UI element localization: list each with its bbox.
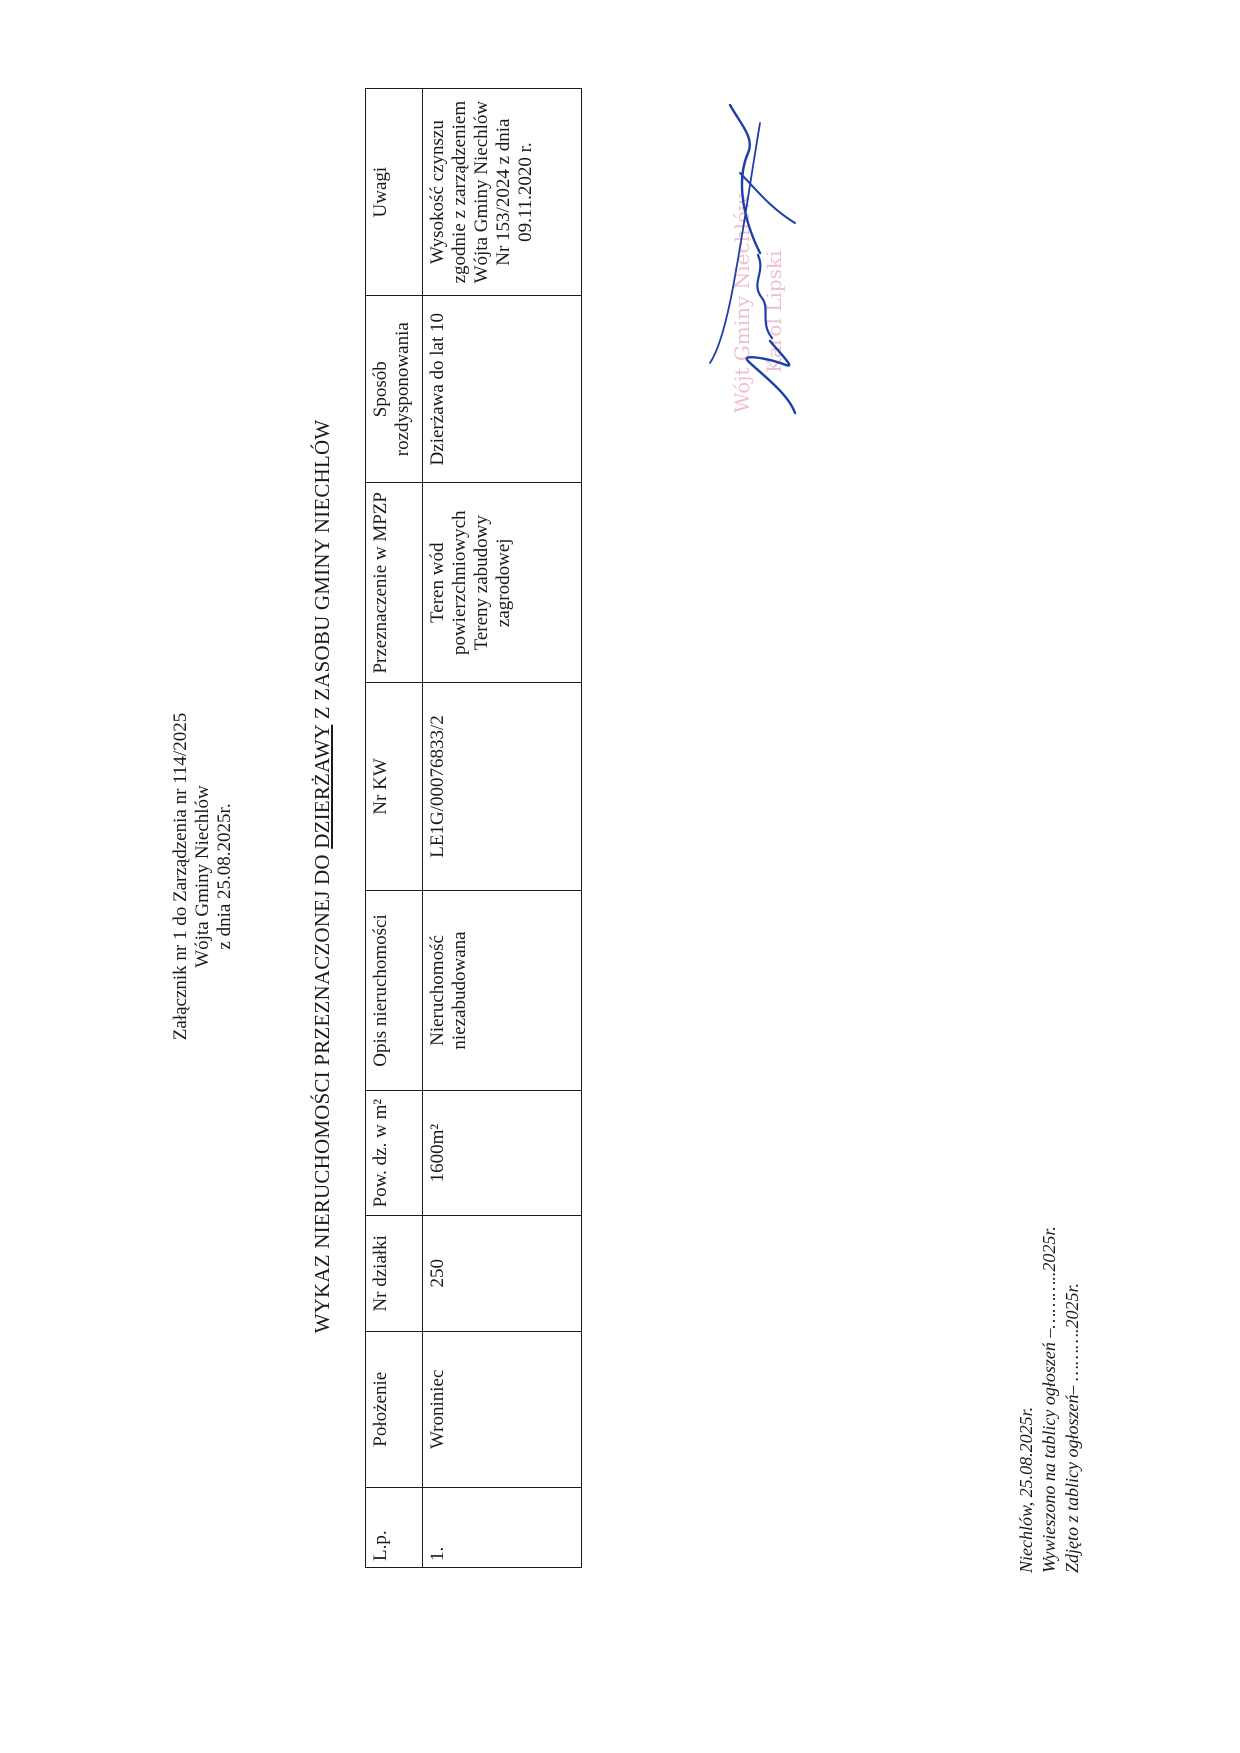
title-part-1: WYKAZ NIERUCHOMOŚCI PRZEZNACZONEJ DO (310, 848, 334, 1334)
header-line-3: z dnia 25.08.2025r. (214, 803, 235, 950)
header-polozenie: Położenie (366, 1331, 423, 1487)
header-opis: Opis nieruchomości (366, 890, 423, 1091)
header-przeznaczenie: Przeznaczenie w MPZP (366, 483, 423, 683)
title-part-2: Z ZASOBU GMINY NIECHLÓW (310, 419, 334, 725)
footer-removed: Zdjęto z tablicy ogłoszeń– ……….2025r. (1062, 1282, 1082, 1573)
header-nr-kw: Nr KW (366, 683, 423, 890)
document-title (310, 0, 335, 1753)
cell-sposob: Dzierżawa do lat 10 (423, 296, 582, 483)
stamp-line-2: Karol Lipski (762, 250, 786, 373)
attachment-header (170, 0, 236, 1753)
table-header-row (366, 89, 423, 1568)
cell-lp: 1. (423, 1487, 582, 1567)
posting-notes (1015, 1226, 1084, 1573)
cell-nr-kw: LE1G/00076833/2 (423, 683, 582, 890)
cell-opis: Nieruchomość niezabudowana (423, 890, 582, 1091)
cell-pow-dz: 1600m² (423, 1091, 582, 1216)
cell-przeznaczenie: Teren wód powierzchniowych Tereny zabudowy zagrodowej (423, 483, 582, 683)
footer-posted: Wywieszono na tablicy ogłoszeń –………..2025r. (1039, 1226, 1059, 1573)
title-underlined: DZIERŻAWY (310, 724, 334, 849)
header-lp: L.p. (366, 1487, 423, 1567)
cell-uwagi: Wysokość czynszu zgodnie z zarządzeniem Wójta Gminy Niechlów Nr 153/2024 z dnia 09.11.2020 r. (423, 89, 582, 296)
signature-stroke-2 (757, 255, 772, 338)
stamp-line-1: Wójt Gminy Niechlów (730, 193, 754, 413)
header-uwagi: Uwagi (366, 89, 423, 296)
header-sposob: Sposób rozdysponowania (366, 296, 423, 483)
cell-nr-dzialki: 250 (423, 1215, 582, 1331)
header-line-2: Wójta Gminy Niechlów (192, 785, 213, 968)
header-line-1: Załącznik nr 1 do Zarządzenia nr 114/2025 (170, 712, 191, 1041)
signature-stroke-1 (747, 341, 795, 413)
footer-place-date: Niechlów, 25.08.2025r. (1016, 1406, 1036, 1573)
header-nr-dzialki: Nr działki (366, 1215, 423, 1331)
header-pow-dz: Pow. dz. w m² (366, 1091, 423, 1216)
table-row (423, 89, 582, 1568)
property-table (365, 88, 582, 1568)
cell-polozenie: Wroniniec (423, 1331, 582, 1487)
handwritten-signature (700, 93, 830, 423)
signature-stroke-5 (710, 123, 760, 363)
